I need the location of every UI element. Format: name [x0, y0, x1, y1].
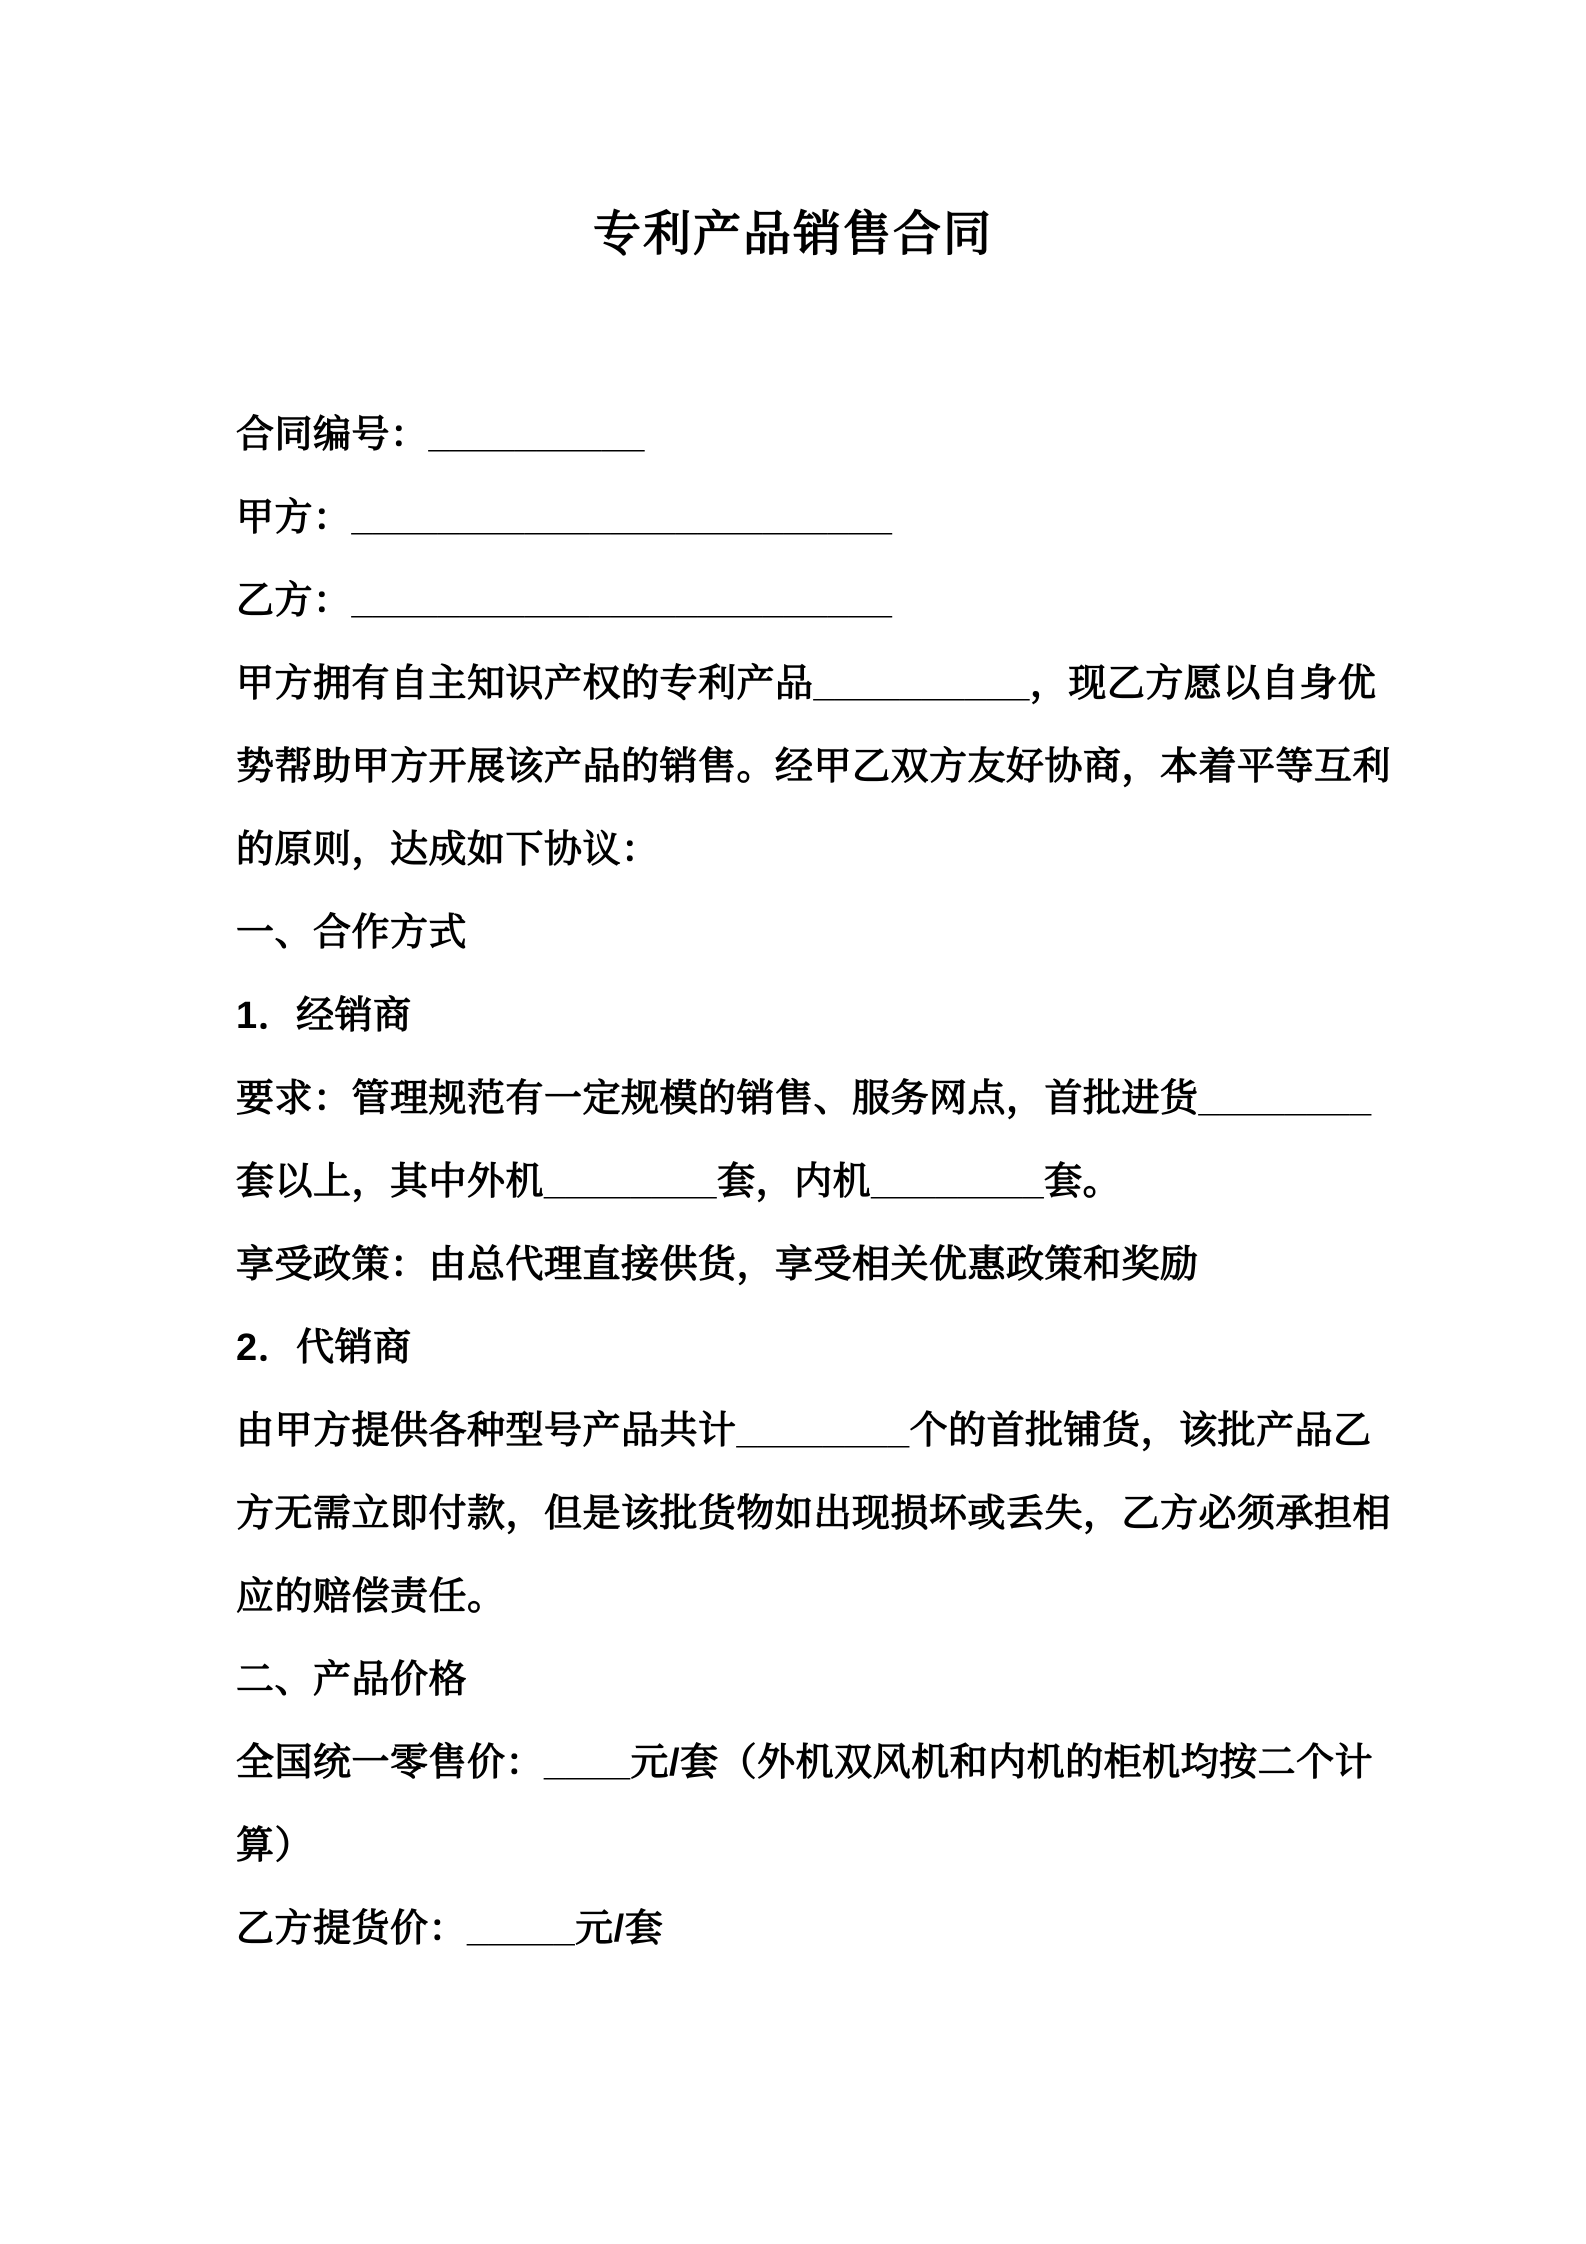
retail-price-line-2: 算）: [236, 1825, 314, 1867]
dealer-requirements-line-1: 要求：管理规范有一定规模的销售、服务网点，首批进货________: [236, 1078, 1372, 1120]
document-title: 专利产品销售合同: [592, 208, 993, 261]
section-2-heading: 二、产品价格: [236, 1659, 468, 1701]
preamble-line-2: 势帮助甲方开展该产品的销售。经甲乙双方友好协商，本着平等互利: [236, 746, 1392, 788]
document-body: [236, 394, 1416, 1971]
retail-price-line-1: 全国统一零售价：____元/套（外机双风机和内机的柜机均按二个计: [236, 1742, 1374, 1784]
section-1-heading: 一、合作方式: [236, 912, 468, 954]
consignment-line-1: 由甲方提供各种型号产品共计________个的首批铺货，该批产品乙: [236, 1410, 1372, 1452]
dealer-requirements-line-2: 套以上，其中外机________套，内机________套。: [236, 1161, 1122, 1203]
party-b-line: 乙方：_________________________: [236, 580, 893, 622]
consignment-line-2: 方无需立即付款，但是该批货物如出现损坏或丢失，乙方必须承担相: [236, 1493, 1392, 1535]
preamble-line-1: 甲方拥有自主知识产权的专利产品__________，现乙方愿以自身优: [236, 663, 1377, 705]
contract-number-line: 合同编号：__________: [236, 414, 645, 456]
clause-1-1-heading: 1．经销商: [236, 995, 412, 1037]
clause-1-2-heading: 2．代销商: [236, 1327, 412, 1369]
preamble-line-3: 的原则，达成如下协议：: [236, 829, 660, 871]
party-a-line: 甲方：_________________________: [236, 497, 893, 539]
dealer-policy-line: 享受政策：由总代理直接供货，享受相关优惠政策和奖励: [236, 1244, 1199, 1286]
pickup-price-line: 乙方提货价：_____元/套: [236, 1908, 664, 1950]
consignment-line-3: 应的赔偿责任。: [236, 1576, 506, 1618]
